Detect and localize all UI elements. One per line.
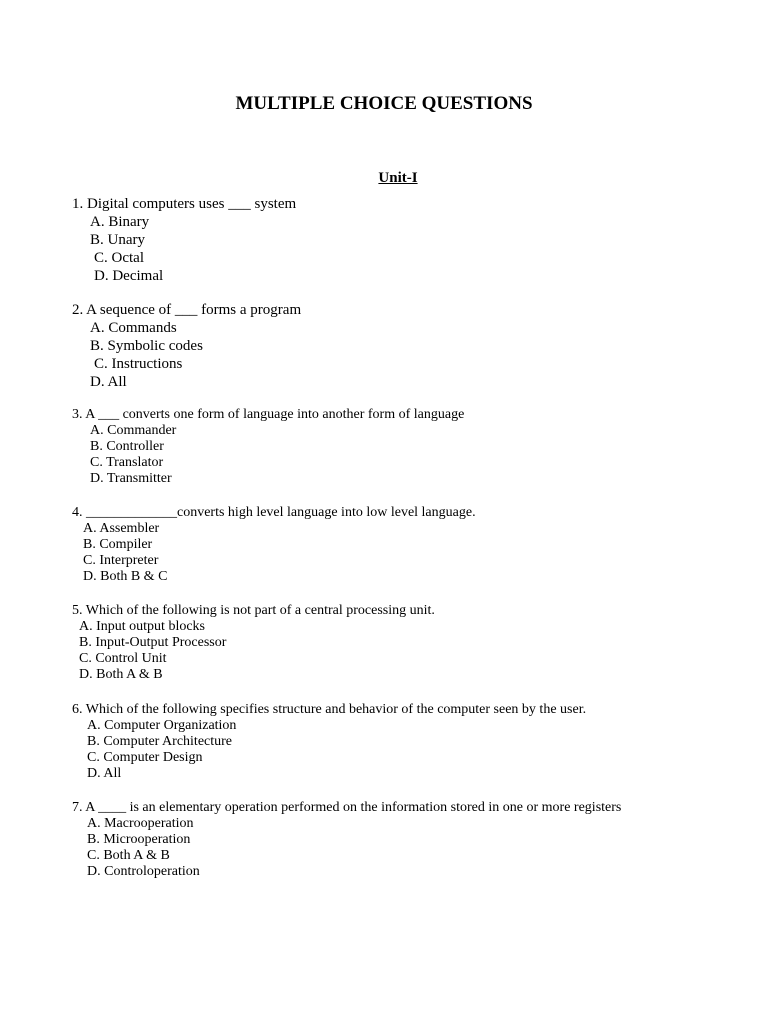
option-c: C. Control Unit: [79, 651, 167, 666]
question-3: [72, 407, 464, 487]
question-4: [72, 505, 476, 585]
question-text: 4. _____________converts high level language into low level language.: [72, 505, 476, 520]
question-2: [72, 302, 301, 391]
option-a: A. Macrooperation: [87, 816, 194, 831]
option-c: C. Octal: [94, 250, 144, 266]
option-b: B. Computer Architecture: [87, 734, 233, 749]
unit-heading: Unit-I: [378, 170, 418, 186]
question-text: 6. Which of the following specifies structure and behavior of the computer seen by the user.: [72, 702, 587, 717]
question-text: 2. A sequence of ___ forms a program: [72, 302, 302, 318]
question-text: 1. Digital computers uses ___ system: [72, 196, 297, 212]
option-c: C. Translator: [90, 455, 164, 470]
option-d: D. Decimal: [94, 268, 164, 284]
question-7: [72, 800, 621, 880]
question-1: [72, 196, 296, 285]
option-c: C. Instructions: [94, 356, 183, 372]
option-a: A. Binary: [90, 214, 150, 230]
option-d: D. Both A & B: [79, 667, 163, 682]
option-d: D. Both B & C: [83, 569, 168, 584]
option-a: A. Commander: [90, 423, 177, 438]
question-text: 3. A ___ converts one form of language into another form of language: [72, 407, 465, 422]
option-d: D. Controloperation: [87, 864, 200, 879]
option-c: C. Computer Design: [87, 750, 203, 765]
page-title: MULTIPLE CHOICE QUESTIONS: [235, 93, 533, 114]
option-b: B. Compiler: [83, 537, 153, 552]
question-5: [72, 603, 435, 683]
question-text: 7. A ____ is an elementary operation performed on the information stored in one or more registers: [72, 800, 622, 815]
option-a: A. Input output blocks: [79, 619, 205, 634]
option-a: A. Commands: [90, 320, 177, 336]
option-c: C. Interpreter: [83, 553, 159, 568]
option-d: D. Transmitter: [90, 471, 172, 486]
option-b: B. Symbolic codes: [90, 338, 203, 354]
option-b: B. Microoperation: [87, 832, 191, 847]
option-b: B. Input-Output Processor: [79, 635, 227, 650]
option-b: B. Unary: [90, 232, 145, 248]
option-c: C. Both A & B: [87, 848, 170, 863]
option-d: D. All: [90, 374, 127, 390]
option-a: A. Computer Organization: [87, 718, 237, 733]
question-text: 5. Which of the following is not part of a central processing unit.: [72, 603, 435, 618]
question-6: [72, 702, 586, 782]
option-d: D. All: [87, 766, 122, 781]
option-a: A. Assembler: [83, 521, 160, 536]
option-b: B. Controller: [90, 439, 164, 454]
